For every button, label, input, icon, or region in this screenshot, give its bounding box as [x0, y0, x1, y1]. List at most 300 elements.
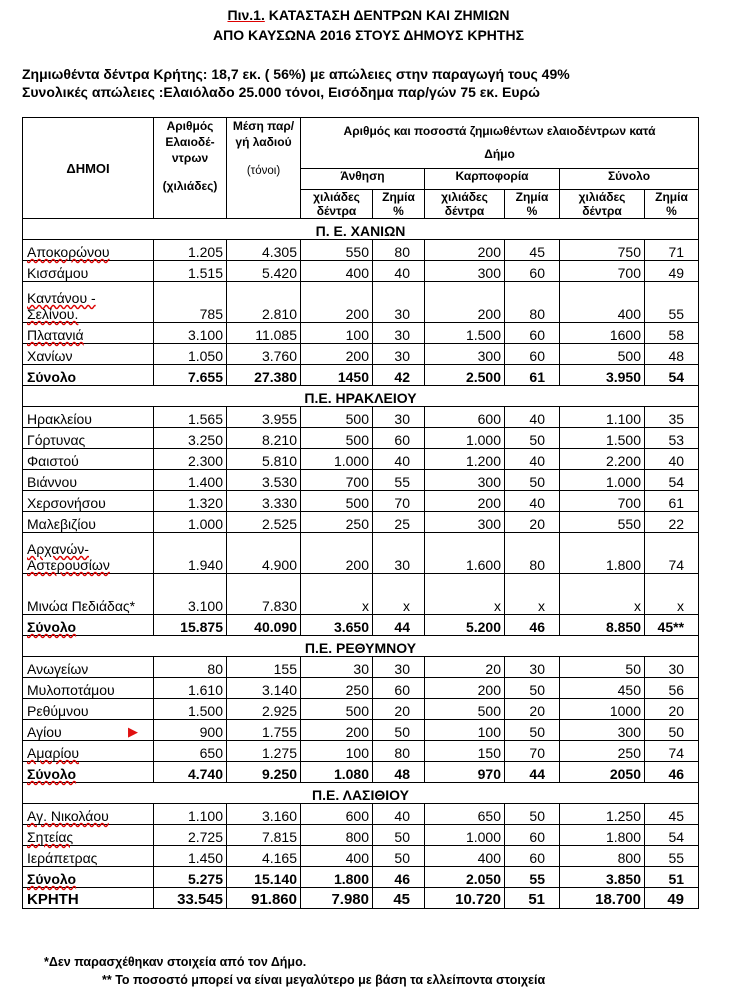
header-sub-thousands-3: χιλιάδες δέντρα [560, 190, 645, 219]
cell-total-loss: x [645, 574, 699, 615]
cell-karpoforia-loss: 51 [505, 888, 560, 909]
cell-total-thousands: 3.850 [560, 867, 645, 888]
cell-total-thousands: 450 [560, 678, 645, 699]
cell-karpoforia-thousands: 1.000 [425, 428, 505, 449]
region-header-row [23, 783, 699, 804]
cell-anthisi-thousands: 200 [301, 720, 373, 741]
cell-trees: 1.320 [154, 491, 227, 512]
cell-trees: 4.740 [154, 762, 227, 783]
table-title-text: ΚΑΤΑΣΤΑΣΗ ΔΕΝΤΡΩΝ ΚΑΙ ΖΗΜΙΩΝ [264, 7, 510, 23]
table-number: Πιν.1. [227, 7, 265, 23]
cell-anthisi-loss: 80 [373, 741, 425, 762]
cell-karpoforia-thousands: 1.200 [425, 449, 505, 470]
cell-total-loss: 56 [645, 678, 699, 699]
cell-total-loss: 51 [645, 867, 699, 888]
cell-anthisi-thousands: 200 [301, 282, 373, 323]
table-row [23, 699, 699, 720]
cell-trees: 33.545 [154, 888, 227, 909]
header-trees [154, 118, 227, 219]
cell-trees: 3.250 [154, 428, 227, 449]
cell-total-thousands: 800 [560, 846, 645, 867]
table-row [23, 678, 699, 699]
cell-trees: 1.565 [154, 407, 227, 428]
municipality-name-text: Χανίων [27, 348, 73, 364]
cell-anthisi-loss: 46 [373, 867, 425, 888]
cell-trees: 1.050 [154, 344, 227, 365]
table-row [23, 741, 699, 762]
cell-trees: 15.875 [154, 615, 227, 636]
cell-trees: 1.100 [154, 804, 227, 825]
cell-karpoforia-loss: 50 [505, 720, 560, 741]
header-sub-loss-1: Ζημία % [373, 190, 425, 219]
cell-anthisi-thousands: 400 [301, 261, 373, 282]
cell-total-thousands: 18.700 [560, 888, 645, 909]
cell-karpoforia-loss: 50 [505, 428, 560, 449]
cell-karpoforia-thousands: 300 [425, 261, 505, 282]
cell-karpoforia-thousands: 150 [425, 741, 505, 762]
cell-trees: 2.300 [154, 449, 227, 470]
cell-total-loss: 46 [645, 762, 699, 783]
cell-karpoforia-loss: 50 [505, 678, 560, 699]
cell-total-loss: 55 [645, 282, 699, 323]
cell-avg-production: 3.530 [227, 470, 301, 491]
region-header-row [23, 386, 699, 407]
cell-total-loss: 49 [645, 888, 699, 909]
municipality-name-text: ΚΡΗΤΗ [27, 891, 79, 908]
cell-karpoforia-loss: 80 [505, 282, 560, 323]
red-arrow-icon: ▶ [128, 724, 138, 739]
cell-anthisi-thousands: 500 [301, 491, 373, 512]
table-row [23, 344, 699, 365]
cell-anthisi-loss: 30 [373, 323, 425, 344]
cell-total-loss: 50 [645, 720, 699, 741]
cell-avg-production: 7.830 [227, 574, 301, 615]
municipality-name-text: Χερσονήσου [27, 495, 106, 511]
municipality-name [23, 804, 154, 825]
municipality-name [23, 574, 154, 615]
cell-anthisi-thousands: 1.080 [301, 762, 373, 783]
municipality-name-text: Φαιστού [27, 453, 79, 469]
table-title-line2: ΑΠΟ ΚΑΥΣΩΝΑ 2016 ΣΤΟΥΣ ΔΗΜΟΥΣ ΚΡΗΤΗΣ [213, 27, 524, 43]
cell-trees: 1.610 [154, 678, 227, 699]
municipality-name [23, 615, 154, 636]
cell-trees: 1.500 [154, 699, 227, 720]
cell-karpoforia-loss: 60 [505, 261, 560, 282]
municipality-name-text: Σύνολο [27, 619, 77, 635]
cell-karpoforia-thousands: 2.050 [425, 867, 505, 888]
cell-total-loss: 55 [645, 846, 699, 867]
cell-total-thousands: 3.950 [560, 365, 645, 386]
municipality-name-text: Μινώα Πεδιάδας* [27, 598, 136, 614]
municipality-name-text: Σύνολο [27, 766, 77, 782]
table-row [23, 240, 699, 261]
cell-anthisi-loss: 25 [373, 512, 425, 533]
municipality-name [23, 428, 154, 449]
cell-trees: 650 [154, 741, 227, 762]
cell-anthisi-thousands: 600 [301, 804, 373, 825]
municipality-name-text: Αποκορώνου [27, 244, 110, 260]
region-name: Π.Ε. ΗΡΑΚΛΕΙΟΥ [23, 386, 699, 407]
cell-avg-production: 5.420 [227, 261, 301, 282]
cell-total-thousands: 50 [560, 657, 645, 678]
cell-karpoforia-loss: 60 [505, 344, 560, 365]
cell-total-loss: 45 [645, 804, 699, 825]
cell-karpoforia-loss: 30 [505, 657, 560, 678]
municipality-name [23, 678, 154, 699]
cell-anthisi-loss: 20 [373, 699, 425, 720]
region-header-row [23, 636, 699, 657]
cell-total-loss: 54 [645, 365, 699, 386]
cell-karpoforia-thousands: 10.720 [425, 888, 505, 909]
header-group-synolo: Σύνολο [560, 169, 699, 190]
cell-karpoforia-loss: 50 [505, 470, 560, 491]
cell-avg-production: 2.525 [227, 512, 301, 533]
cell-karpoforia-loss: 80 [505, 533, 560, 574]
municipality-name [23, 657, 154, 678]
cell-trees: 1.400 [154, 470, 227, 491]
cell-anthisi-loss: 30 [373, 533, 425, 574]
cell-karpoforia-thousands: 1.600 [425, 533, 505, 574]
municipality-name [23, 533, 154, 574]
cell-karpoforia-thousands: 20 [425, 657, 505, 678]
cell-karpoforia-loss: 45 [505, 240, 560, 261]
cell-trees: 1.000 [154, 512, 227, 533]
cell-anthisi-loss: 30 [373, 282, 425, 323]
cell-trees: 3.100 [154, 574, 227, 615]
cell-trees: 785 [154, 282, 227, 323]
cell-karpoforia-loss: 60 [505, 846, 560, 867]
cell-karpoforia-thousands: 200 [425, 240, 505, 261]
cell-avg-production: 155 [227, 657, 301, 678]
cell-avg-production: 3.140 [227, 678, 301, 699]
table-row [23, 825, 699, 846]
cell-anthisi-thousands: 500 [301, 428, 373, 449]
municipality-name-text: Ανωγείων [27, 661, 89, 677]
municipality-name-text: Ρεθύμνου [27, 703, 89, 719]
cell-avg-production: 5.810 [227, 449, 301, 470]
cell-anthisi-loss: 70 [373, 491, 425, 512]
cell-anthisi-thousands: 1450 [301, 365, 373, 386]
municipality-name-text: Κισσάμου [27, 265, 89, 281]
table-row [23, 261, 699, 282]
cell-karpoforia-loss: 60 [505, 323, 560, 344]
region-name: Π. Ε. ΧΑΝΙΩΝ [23, 219, 699, 240]
cell-total-loss: 30 [645, 657, 699, 678]
table-row [23, 804, 699, 825]
municipality-name [23, 888, 154, 909]
cell-avg-production: 3.160 [227, 804, 301, 825]
cell-total-loss: 58 [645, 323, 699, 344]
cell-total-thousands: 2050 [560, 762, 645, 783]
cell-total-thousands: 1.800 [560, 825, 645, 846]
cell-anthisi-loss: 40 [373, 261, 425, 282]
cell-karpoforia-thousands: 100 [425, 720, 505, 741]
municipality-name-text: Μυλοποτάμου [27, 682, 115, 698]
cell-karpoforia-loss: 40 [505, 449, 560, 470]
municipality-name-text: Σύνολο [27, 871, 77, 887]
cell-trees: 5.275 [154, 867, 227, 888]
cell-total-loss: 53 [645, 428, 699, 449]
cell-anthisi-thousands: x [301, 574, 373, 615]
cell-avg-production: 2.810 [227, 282, 301, 323]
cell-karpoforia-thousands: 300 [425, 512, 505, 533]
cell-karpoforia-thousands: 970 [425, 762, 505, 783]
cell-total-loss: 54 [645, 470, 699, 491]
municipality-name-text: Καντάνου - Σελίνου. [27, 290, 96, 322]
cell-anthisi-thousands: 200 [301, 344, 373, 365]
cell-anthisi-loss: 45 [373, 888, 425, 909]
cell-anthisi-thousands: 30 [301, 657, 373, 678]
cell-total-loss: 71 [645, 240, 699, 261]
cell-avg-production: 8.210 [227, 428, 301, 449]
cell-anthisi-loss: 30 [373, 407, 425, 428]
cell-karpoforia-thousands: 1.000 [425, 825, 505, 846]
cell-karpoforia-thousands: 200 [425, 491, 505, 512]
cell-anthisi-thousands: 100 [301, 323, 373, 344]
table-row [23, 512, 699, 533]
header-sub-thousands-1: χιλιάδες δέντρα [301, 190, 373, 219]
municipality-name-text: Αγ. Νικολάου [27, 808, 109, 824]
table-row [23, 846, 699, 867]
cell-trees: 1.940 [154, 533, 227, 574]
header-group-karpoforia: Καρποφορία [425, 169, 560, 190]
cell-avg-production: 4.165 [227, 846, 301, 867]
cell-anthisi-thousands: 500 [301, 699, 373, 720]
cell-total-thousands: 550 [560, 512, 645, 533]
footnote-1: *Δεν παρασχέθηκαν στοιχεία από τον Δήμο. [44, 955, 307, 969]
municipality-name-text: Σητείας [27, 829, 74, 845]
header-sub-loss-2: Ζημία % [505, 190, 560, 219]
cell-karpoforia-loss: 60 [505, 825, 560, 846]
cell-avg-production: 4.900 [227, 533, 301, 574]
cell-total-thousands: 500 [560, 344, 645, 365]
cell-anthisi-loss: 50 [373, 825, 425, 846]
cell-total-thousands: 1.000 [560, 470, 645, 491]
table-row [23, 533, 699, 574]
region-name: Π.Ε. ΡΕΘΥΜΝΟΥ [23, 636, 699, 657]
cell-karpoforia-thousands: 400 [425, 846, 505, 867]
table-row [23, 491, 699, 512]
header-trees-label: Αριθμός Ελαιοδέ-ντρων [165, 119, 215, 165]
cell-trees: 900 [154, 720, 227, 741]
header-sub-thousands-2: χιλιάδες δέντρα [425, 190, 505, 219]
cell-total-loss: 48 [645, 344, 699, 365]
municipality-name-text: Ιεράπετρας [27, 850, 98, 866]
cell-avg-production: 2.925 [227, 699, 301, 720]
municipality-name [23, 720, 154, 741]
subtotal-row [23, 615, 699, 636]
cell-trees: 7.655 [154, 365, 227, 386]
cell-avg-production: 7.815 [227, 825, 301, 846]
cell-anthisi-loss: x [373, 574, 425, 615]
cell-anthisi-thousands: 550 [301, 240, 373, 261]
cell-avg-production: 4.305 [227, 240, 301, 261]
cell-anthisi-loss: 50 [373, 720, 425, 741]
cell-karpoforia-loss: 40 [505, 407, 560, 428]
cell-anthisi-loss: 42 [373, 365, 425, 386]
damage-table [22, 117, 699, 909]
cell-total-loss: 22 [645, 512, 699, 533]
cell-total-thousands: 400 [560, 282, 645, 323]
cell-karpoforia-thousands: 200 [425, 678, 505, 699]
cell-total-thousands: 700 [560, 261, 645, 282]
cell-anthisi-thousands: 3.650 [301, 615, 373, 636]
cell-total-thousands: 1000 [560, 699, 645, 720]
cell-karpoforia-loss: x [505, 574, 560, 615]
footnote-2: ** Το ποσοστό μπορεί να είναι μεγαλύτερο με βάση τα ελλείποντα στοιχεία [102, 973, 546, 987]
header-sub-loss-3: Ζημία % [645, 190, 699, 219]
table-title-line1 [0, 7, 737, 23]
cell-total-thousands: 1600 [560, 323, 645, 344]
cell-karpoforia-loss: 50 [505, 804, 560, 825]
municipality-name-text: Αμαρίου [27, 745, 80, 761]
cell-total-loss: 20 [645, 699, 699, 720]
cell-anthisi-thousands: 500 [301, 407, 373, 428]
table-row [23, 470, 699, 491]
cell-avg-production: 3.330 [227, 491, 301, 512]
municipality-name [23, 470, 154, 491]
header-avg-label: Μέση παρ/γή λαδιού [232, 119, 295, 149]
cell-karpoforia-thousands: 1.500 [425, 323, 505, 344]
municipality-name [23, 282, 154, 323]
cell-trees: 2.725 [154, 825, 227, 846]
header-avg [227, 118, 301, 219]
municipality-name [23, 240, 154, 261]
cell-avg-production: 15.140 [227, 867, 301, 888]
header-row [23, 118, 699, 169]
cell-total-thousands: 1.500 [560, 428, 645, 449]
cell-avg-production: 91.860 [227, 888, 301, 909]
header-avg-unit: (τόνοι) [246, 165, 281, 177]
cell-total-thousands: 2.200 [560, 449, 645, 470]
cell-avg-production: 1.755 [227, 720, 301, 741]
region-header-row [23, 219, 699, 240]
cell-anthisi-thousands: 700 [301, 470, 373, 491]
cell-karpoforia-thousands: 300 [425, 344, 505, 365]
table-row [23, 428, 699, 449]
cell-total-thousands: 1.800 [560, 533, 645, 574]
cell-karpoforia-thousands: x [425, 574, 505, 615]
region-name: Π.Ε. ΛΑΣΙΘΙΟΥ [23, 783, 699, 804]
municipality-name [23, 407, 154, 428]
cell-anthisi-loss: 50 [373, 846, 425, 867]
cell-total-thousands: x [560, 574, 645, 615]
subtotal-row [23, 867, 699, 888]
municipality-name-text: Αρχανών- Αστερουσίων [27, 541, 110, 573]
municipality-name [23, 323, 154, 344]
cell-avg-production: 9.250 [227, 762, 301, 783]
cell-anthisi-loss: 48 [373, 762, 425, 783]
cell-anthisi-thousands: 1.000 [301, 449, 373, 470]
cell-anthisi-loss: 40 [373, 449, 425, 470]
cell-trees: 1.450 [154, 846, 227, 867]
municipality-name [23, 512, 154, 533]
cell-total-loss: 74 [645, 533, 699, 574]
table-row [23, 323, 699, 344]
cell-total-thousands: 750 [560, 240, 645, 261]
cell-anthisi-loss: 60 [373, 678, 425, 699]
cell-avg-production: 3.760 [227, 344, 301, 365]
cell-karpoforia-thousands: 5.200 [425, 615, 505, 636]
cell-trees: 1.515 [154, 261, 227, 282]
subtotal-row [23, 365, 699, 386]
cell-trees: 80 [154, 657, 227, 678]
cell-karpoforia-thousands: 200 [425, 282, 505, 323]
cell-karpoforia-loss: 46 [505, 615, 560, 636]
cell-karpoforia-thousands: 650 [425, 804, 505, 825]
header-trees-unit: (χιλιάδες) [162, 179, 218, 193]
municipality-name [23, 449, 154, 470]
municipality-name [23, 491, 154, 512]
summary-line-1: Ζημιωθέντα δέντρα Κρήτης: 18,7 εκ. ( 56%) με απώλειες στην παραγωγή τους 49% [22, 66, 570, 82]
cell-karpoforia-loss: 61 [505, 365, 560, 386]
table-row [23, 720, 699, 741]
cell-anthisi-loss: 30 [373, 657, 425, 678]
cell-total-thousands: 700 [560, 491, 645, 512]
cell-anthisi-loss: 40 [373, 804, 425, 825]
summary-line-2: Συνολικές απώλειες :Ελαιόλαδο 25.000 τόνοι, Εισόδημα παρ/γών 75 εκ. Ευρώ [22, 84, 540, 100]
cell-trees: 3.100 [154, 323, 227, 344]
cell-total-loss: 54 [645, 825, 699, 846]
cell-karpoforia-loss: 44 [505, 762, 560, 783]
cell-karpoforia-loss: 20 [505, 512, 560, 533]
cell-anthisi-thousands: 7.980 [301, 888, 373, 909]
cell-anthisi-loss: 55 [373, 470, 425, 491]
cell-karpoforia-thousands: 2.500 [425, 365, 505, 386]
cell-total-loss: 45** [645, 615, 699, 636]
header-group-anthisi: Άνθηση [301, 169, 425, 190]
cell-total-loss: 61 [645, 491, 699, 512]
cell-total-loss: 40 [645, 449, 699, 470]
subtotal-row [23, 762, 699, 783]
cell-avg-production: 11.085 [227, 323, 301, 344]
header-dimoi: ΔΗΜΟΙ [23, 118, 154, 219]
cell-karpoforia-thousands: 300 [425, 470, 505, 491]
municipality-name [23, 261, 154, 282]
cell-avg-production: 40.090 [227, 615, 301, 636]
table-row [23, 282, 699, 323]
municipality-name [23, 741, 154, 762]
municipality-name [23, 762, 154, 783]
table-row [23, 449, 699, 470]
cell-anthisi-loss: 44 [373, 615, 425, 636]
municipality-name [23, 344, 154, 365]
municipality-name-text: Σύνολο [27, 369, 77, 385]
cell-total-thousands: 250 [560, 741, 645, 762]
municipality-name [23, 365, 154, 386]
cell-karpoforia-thousands: 500 [425, 699, 505, 720]
cell-total-loss: 35 [645, 407, 699, 428]
cell-total-thousands: 300 [560, 720, 645, 741]
grand-total-row [23, 888, 699, 909]
header-damage-title: Αριθμός και ποσοστά ζημιωθέντων ελαιοδέντρων κατά Δήμο [301, 118, 699, 169]
cell-anthisi-loss: 30 [373, 344, 425, 365]
municipality-name-text: Βιάννου [27, 474, 77, 490]
municipality-name [23, 846, 154, 867]
table-row [23, 407, 699, 428]
cell-karpoforia-loss: 55 [505, 867, 560, 888]
cell-total-loss: 74 [645, 741, 699, 762]
table-row [23, 574, 699, 615]
cell-trees: 1.205 [154, 240, 227, 261]
cell-anthisi-thousands: 250 [301, 512, 373, 533]
cell-total-thousands: 8.850 [560, 615, 645, 636]
cell-anthisi-thousands: 800 [301, 825, 373, 846]
cell-avg-production: 3.955 [227, 407, 301, 428]
cell-karpoforia-loss: 70 [505, 741, 560, 762]
cell-total-thousands: 1.100 [560, 407, 645, 428]
table-body [23, 118, 699, 909]
